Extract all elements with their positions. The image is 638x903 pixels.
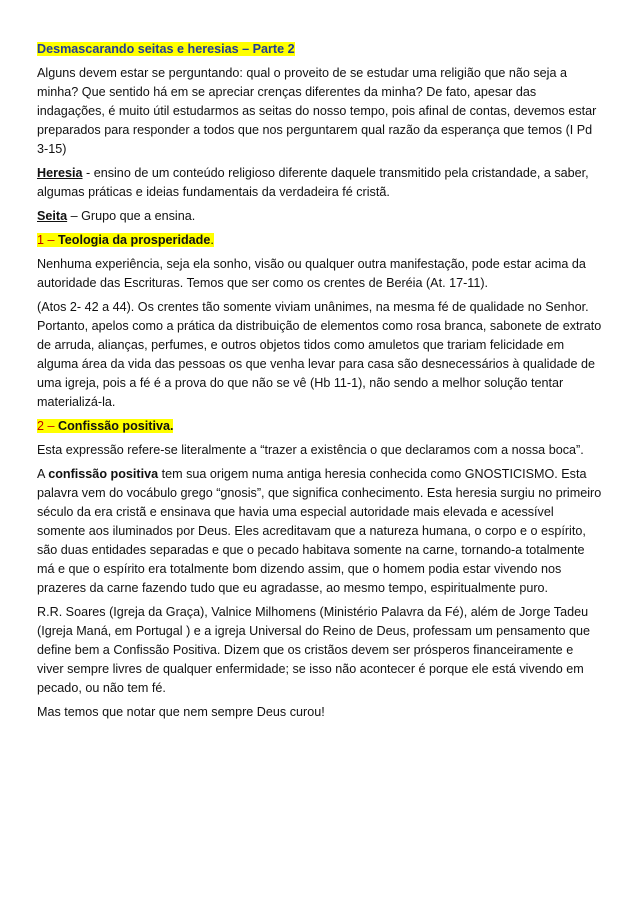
seita-text: – Grupo que a ensina. [67,209,196,223]
section2-p2-rest: tem sua origem numa antiga heresia conhecida como GNOSTICISMO. Esta palavra vem do vocábulo grego “gnosis”, que significa conhecimento. Esta heresia surgiu no primeiro século da era cristã e ensinava que havia uma especial autoridade mais elevada e acessível somente aos iluminados por Deus. Eles acreditavam que a natureza humana, o corpo e o espírito, são duas entidades separadas e que o pecado habitava somente na carne, tornando-a totalmente má e que o espírito era totalmente bom dizendo assim, que o homem podia estar vivendo nos prazeres da carne fazendo tudo que eu agradasse, ao mesmo tempo, espiritualmente puro. [37,467,602,595]
section2-paragraph-1: Esta expressão refere-se literalmente a “trazer a existência o que declaramos com a nossa boca”. [37,443,584,457]
section2-number: 2 – [37,419,59,433]
title-line [37,40,603,59]
section1-highlight [37,233,214,247]
section1-number: 1 – [37,233,59,247]
section2-title: Confissão positiva. [58,419,174,433]
seita-term: Seita [37,209,68,223]
section2-heading [37,417,603,436]
section1-paragraph-1: Nenhuma experiência, seja ela sonho, visão ou qualquer outra manifestação, pode estar acima da autoridade das Escrituras. Temos que ser como os crentes de Beréia (At. 17-11). [37,257,586,290]
section2-p2-lead: A [37,467,49,481]
section1-heading [37,231,603,250]
section2-paragraph-4: Mas temos que notar que nem sempre Deus curou! [37,705,325,719]
section2-paragraph-3: R.R. Soares (Igreja da Graça), Valnice Milhomens (Ministério Palavra da Fé), além de Jorge Tadeu (Igreja Maná, em Portugal ) e a igreja Universal do Reino de Deus, professam um pensamento que define bem a Confissão Positiva. Dizem que os cristãos devem ser prósperos financeiramente e viver sempre livres de qualquer enfermidade; se isso não acontecer é porque ele está vivendo em pecado, ou não tem fé. [37,605,591,695]
document-title: Desmascarando seitas e heresias – Parte 2 [37,42,295,56]
section2-highlight [37,419,173,433]
heresia-text: - ensino de um conteúdo religioso diferente daquele transmitido pela cristandade, a saber, algumas práticas e ideias fundamentais da verdadeira fé cristã. [37,166,589,199]
section2-p2-bold: confissão positiva [48,467,159,481]
heresia-term: Heresia [37,166,83,180]
document-page [37,40,603,727]
heresia-definition [37,164,603,202]
section1-title: Teologia da prosperidade [58,233,211,247]
intro-paragraph: Alguns devem estar se perguntando: qual o proveito de se estudar uma religião que não seja a minha? Que sentido há em se apreciar crenças diferentes da minha? De fato, apesar das indagações, é muito útil estudarmos as seitas do nosso tempo, pois afinal de contas, devemos estar preparados para responder a todos que nos perguntarem qual razão da esperança que temos (I Pd 3-15) [37,66,597,156]
section1-paragraph-2: (Atos 2- 42 a 44). Os crentes tão somente viviam unânimes, na mesma fé de qualidade no Senhor. Portanto, apelos como a prática da distribuição de elementos como rosa branca, sabonete de extrato de arruda, alianças, perfumes, e outros objetos tidos como amuletos que trariam felicidade em alguma área da vida das pessoas os que venha levar para casa são desnecessários à qualidade de uma igreja, pois a fé é a prova do que não se vê (Hb 11-1), não sendo a melhor solução tentar materializá-la. [37,300,602,409]
seita-definition [37,207,603,226]
section2-paragraph-2 [37,465,603,598]
section1-period: . [210,233,214,247]
